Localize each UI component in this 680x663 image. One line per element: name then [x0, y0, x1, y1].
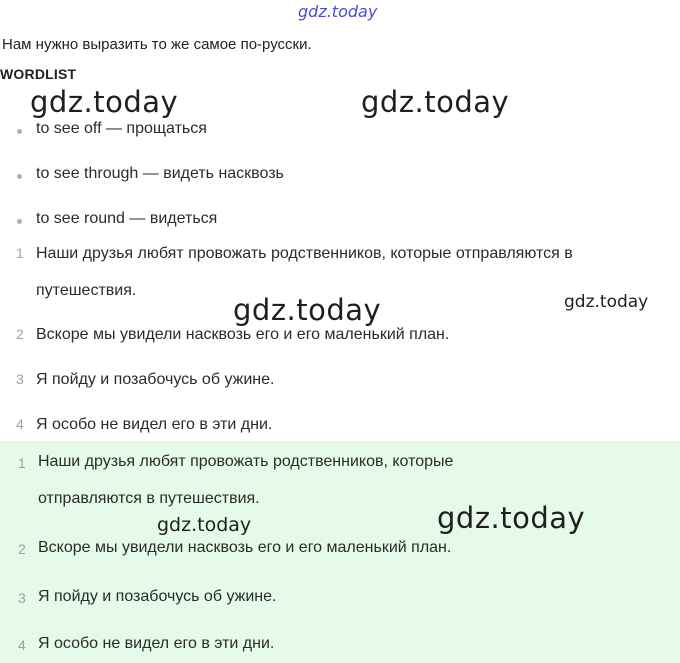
answer-number: 2 — [18, 541, 26, 557]
answer-panel — [0, 441, 680, 663]
exercise-text: Я особо не видел его в эти дни. — [36, 416, 273, 433]
watermark-1: gdz.today — [30, 85, 179, 119]
exercise-number: 4 — [16, 416, 24, 432]
watermark-3: gdz.today — [233, 293, 382, 327]
answer-text: Наши друзья любят провожать родственников, которые — [38, 453, 454, 470]
bullet-icon — [17, 129, 22, 134]
exercise-text: Вскоре мы увидели насквозь его и его маленький план. — [36, 326, 450, 343]
exercise-number: 2 — [16, 326, 24, 342]
exercise-text: Наши друзья любят провожать родственников, которые отправляются в — [36, 245, 573, 262]
watermark-4: gdz.today — [564, 292, 649, 312]
answer-text: Я пойду и позабочусь об ужине. — [38, 588, 277, 605]
bullet-icon — [17, 174, 22, 179]
exercise-number: 3 — [16, 371, 24, 387]
wordlist-item-text: to see round — видеться — [36, 210, 218, 227]
answer-text: Я особо не видел его в эти дни. — [38, 635, 275, 652]
answer-text: Вскоре мы увидели насквозь его и его маленький план. — [38, 539, 452, 556]
watermark-2: gdz.today — [361, 85, 510, 119]
intro-text: Нам нужно выразить то же самое по-русски. — [2, 36, 312, 53]
watermark-6: gdz.today — [437, 501, 586, 535]
wordlist-item-text: to see through — видеть насквозь — [36, 165, 284, 182]
answer-text-cont: отправляются в путешествия. — [38, 490, 260, 507]
exercise-text-cont: путешествия. — [36, 282, 137, 299]
watermark-5: gdz.today — [157, 514, 252, 536]
watermark-top: gdz.today — [298, 2, 378, 21]
wordlist-title: WORDLIST — [0, 66, 77, 82]
exercise-number: 1 — [16, 245, 24, 261]
bullet-icon — [17, 219, 22, 224]
answer-number: 4 — [18, 637, 26, 653]
answer-number: 3 — [18, 590, 26, 606]
exercise-text: Я пойду и позабочусь об ужине. — [36, 371, 275, 388]
answer-number: 1 — [18, 455, 26, 471]
wordlist-item-text: to see off — прощаться — [36, 120, 207, 137]
